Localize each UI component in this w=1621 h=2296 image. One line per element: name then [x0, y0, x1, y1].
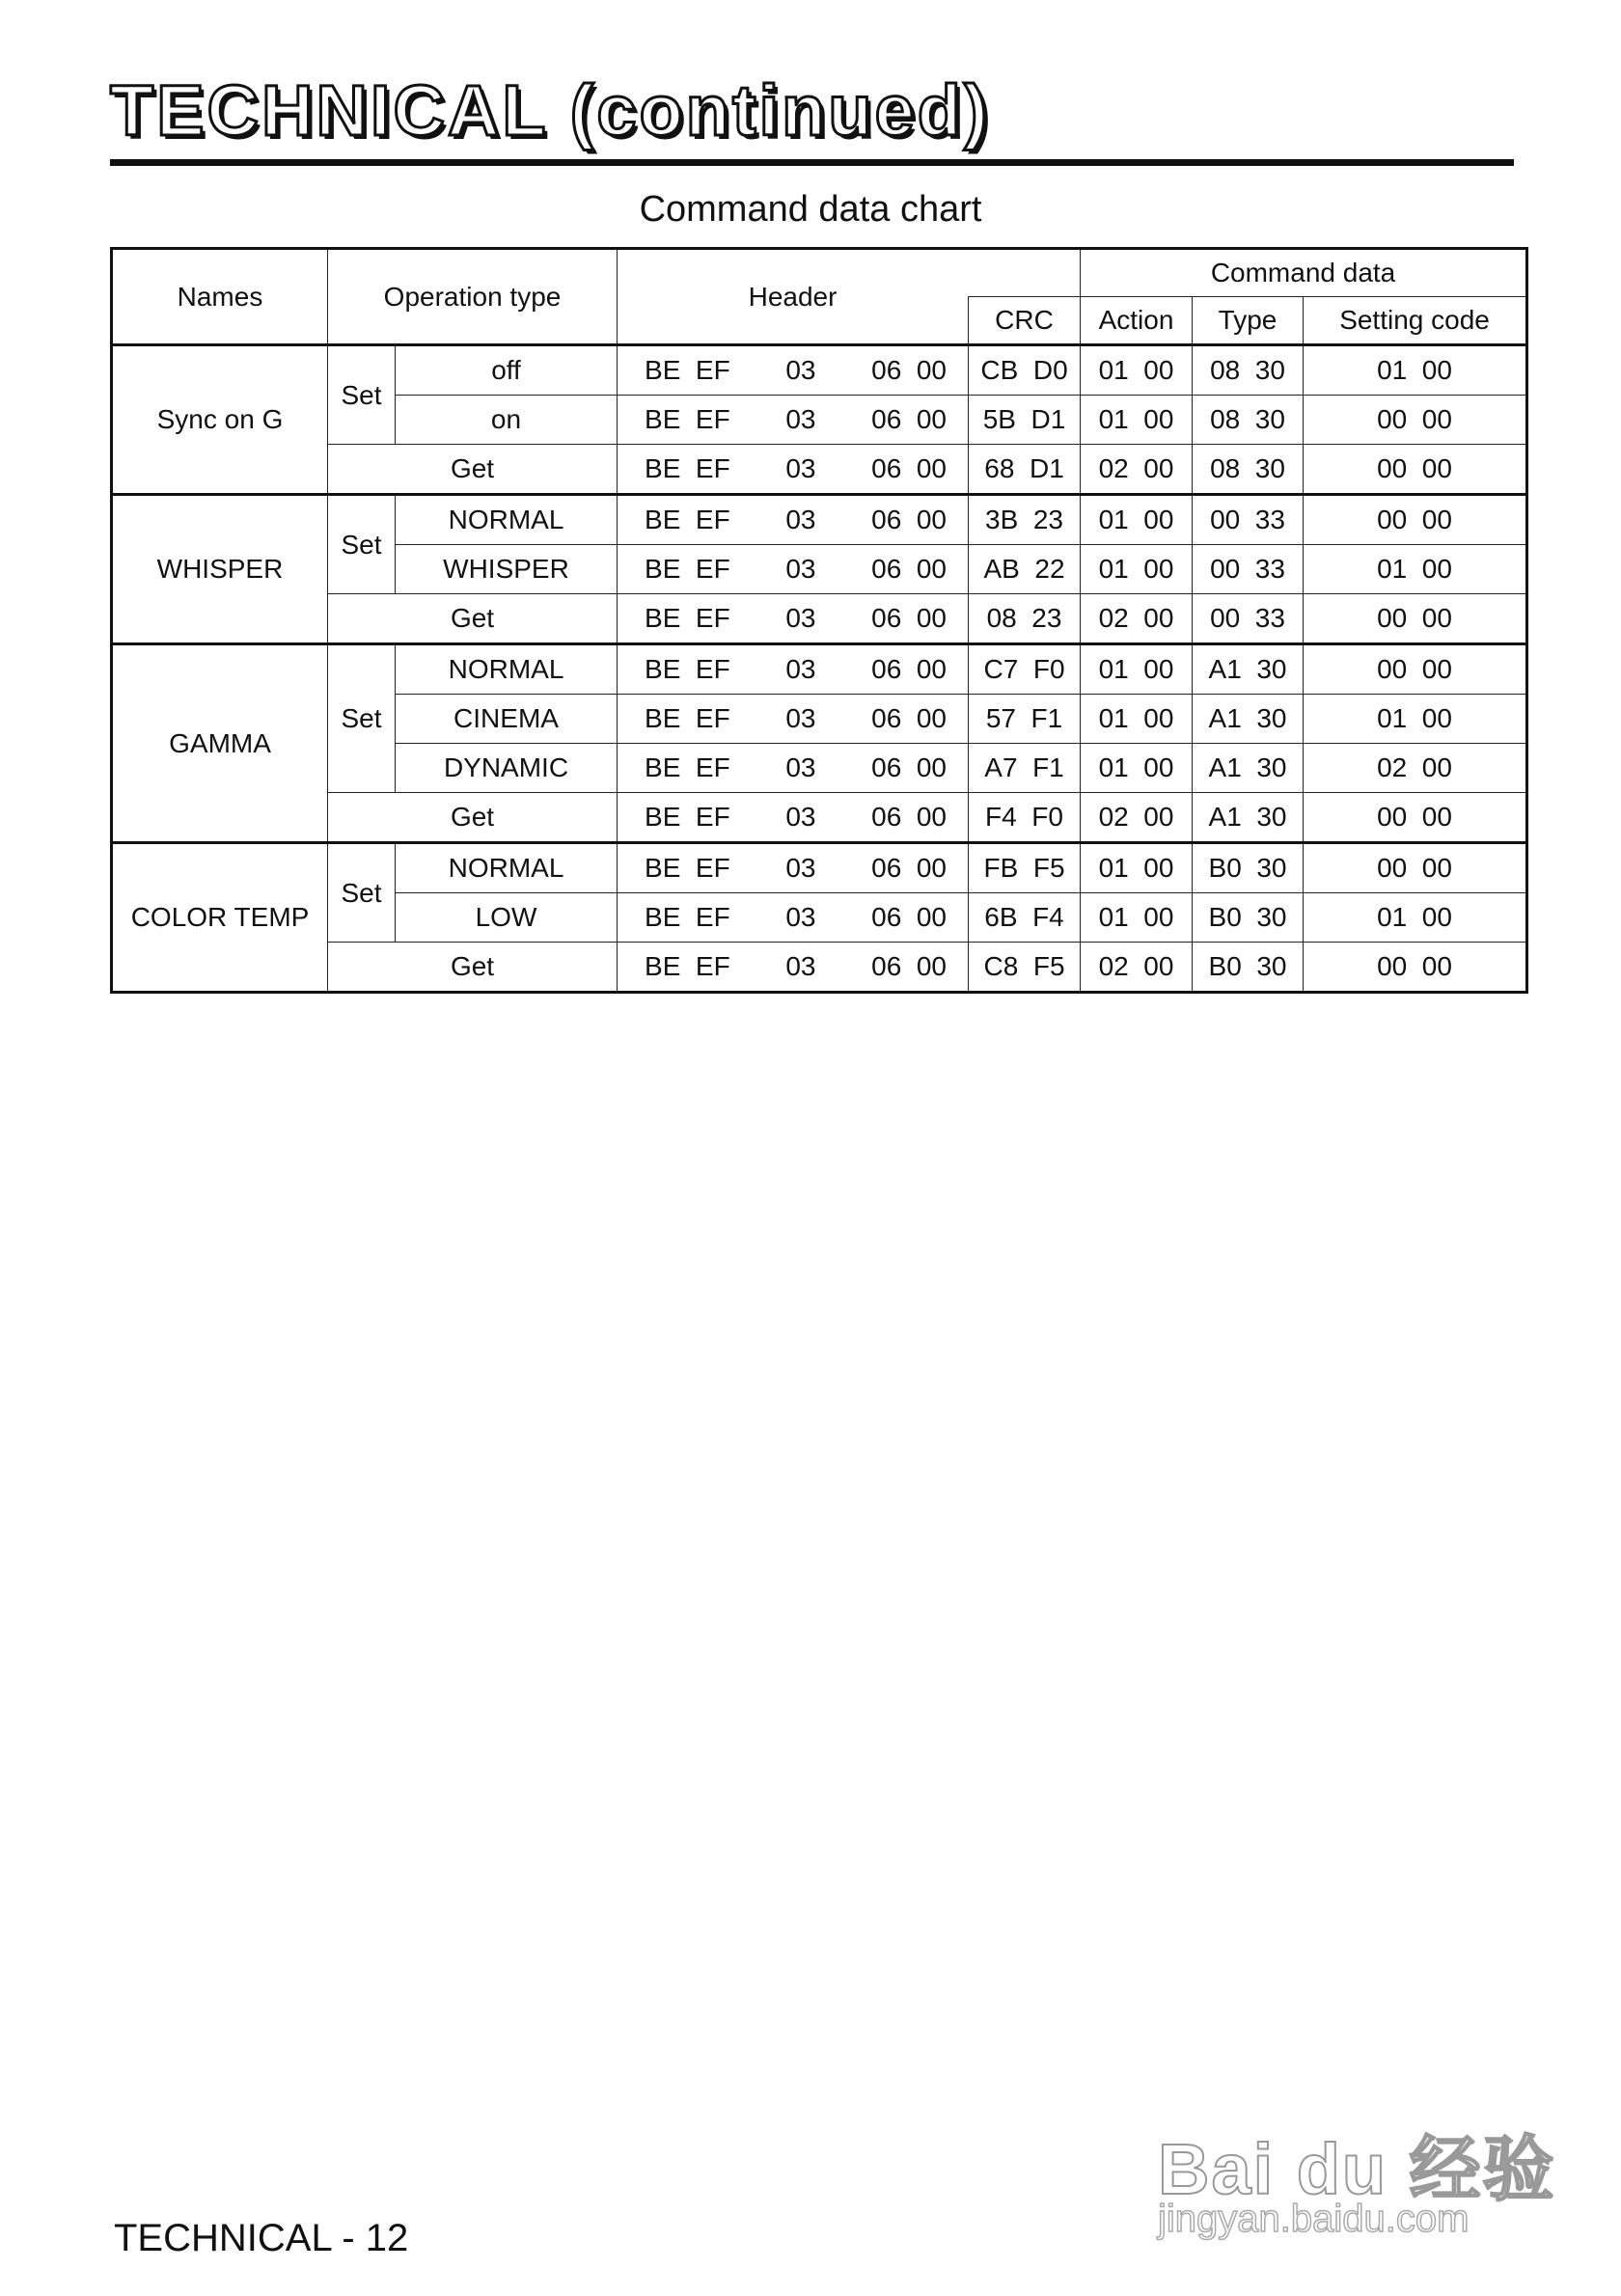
header-byte-h2: 03: [785, 505, 816, 534]
type-value: A1 30: [1193, 644, 1304, 695]
header-byte-h3: 06 00: [871, 802, 948, 832]
operation-value: LOW: [396, 893, 618, 943]
header-byte-h2: 03: [785, 902, 816, 932]
setting-code-value: 00 00: [1304, 843, 1527, 893]
crc-value: F4 F0: [969, 793, 1081, 843]
header-names: Names: [112, 249, 328, 345]
header-byte-h1: BE EF: [645, 802, 730, 832]
operation-get: Get: [328, 943, 618, 993]
header-byte-h2: 03: [785, 355, 816, 385]
type-value: A1 30: [1193, 695, 1304, 744]
action-value: 01 00: [1081, 545, 1193, 594]
type-value: B0 30: [1193, 843, 1304, 893]
header-byte-h3: 06 00: [871, 404, 948, 434]
header-byte-h3: 06 00: [871, 355, 948, 385]
operation-get: Get: [328, 594, 618, 644]
crc-value: 68 D1: [969, 445, 1081, 495]
crc-value: A7 F1: [969, 744, 1081, 793]
type-value: A1 30: [1193, 744, 1304, 793]
header-byte-h1: BE EF: [645, 554, 730, 584]
operation-value: NORMAL: [396, 644, 618, 695]
set-label: Set: [328, 843, 396, 943]
header-bytes: [618, 943, 969, 993]
set-label: Set: [328, 644, 396, 793]
crc-value: CB D0: [969, 345, 1081, 396]
header-byte-h2: 03: [785, 802, 816, 832]
header-byte-h1: BE EF: [645, 654, 730, 684]
setting-code-value: 00 00: [1304, 793, 1527, 843]
operation-value: DYNAMIC: [396, 744, 618, 793]
header-byte-h3: 06 00: [871, 752, 948, 782]
header-byte-h2: 03: [785, 853, 816, 883]
header-byte-h2: 03: [785, 951, 816, 981]
header-byte-h3: 06 00: [871, 951, 948, 981]
header-bytes: [618, 445, 969, 495]
operation-get: Get: [328, 793, 618, 843]
action-value: 02 00: [1081, 594, 1193, 644]
table-row: [112, 644, 1527, 695]
header-bytes: [618, 793, 969, 843]
header-byte-h1: BE EF: [645, 603, 730, 633]
action-value: 01 00: [1081, 396, 1193, 445]
header-byte-h3: 06 00: [871, 554, 948, 584]
setting-code-value: 00 00: [1304, 943, 1527, 993]
setting-code-value: 01 00: [1304, 893, 1527, 943]
header-bytes: [618, 545, 969, 594]
setting-code-value: 00 00: [1304, 644, 1527, 695]
setting-code-value: 01 00: [1304, 695, 1527, 744]
group-name: WHISPER: [112, 495, 328, 644]
header-setting-code: Setting code: [1304, 297, 1527, 345]
action-value: 01 00: [1081, 695, 1193, 744]
set-label: Set: [328, 495, 396, 594]
header-byte-h3: 06 00: [871, 654, 948, 684]
setting-code-value: 00 00: [1304, 495, 1527, 545]
header-byte-h1: BE EF: [645, 355, 730, 385]
setting-code-value: 01 00: [1304, 345, 1527, 396]
header-bytes: [618, 644, 969, 695]
header-bytes: [618, 345, 969, 396]
operation-value: CINEMA: [396, 695, 618, 744]
header-byte-h2: 03: [785, 752, 816, 782]
operation-get: Get: [328, 445, 618, 495]
crc-value: AB 22: [969, 545, 1081, 594]
crc-value: 57 F1: [969, 695, 1081, 744]
header-byte-h3: 06 00: [871, 902, 948, 932]
action-value: 02 00: [1081, 943, 1193, 993]
action-value: 01 00: [1081, 744, 1193, 793]
header-byte-h1: BE EF: [645, 505, 730, 534]
group-name: GAMMA: [112, 644, 328, 843]
action-value: 01 00: [1081, 495, 1193, 545]
header-byte-h3: 06 00: [871, 603, 948, 633]
crc-value: 08 23: [969, 594, 1081, 644]
table-row: [112, 495, 1527, 545]
type-value: 00 33: [1193, 495, 1304, 545]
header-type: Type: [1193, 297, 1304, 345]
type-value: 00 33: [1193, 594, 1304, 644]
page-footer: TECHNICAL - 12: [114, 2217, 409, 2259]
header-byte-h3: 06 00: [871, 453, 948, 483]
header-blank: [969, 249, 1081, 297]
action-value: 01 00: [1081, 345, 1193, 396]
header-byte-h2: 03: [785, 554, 816, 584]
header-byte-h1: BE EF: [645, 902, 730, 932]
set-label: Set: [328, 345, 396, 445]
type-value: 08 30: [1193, 345, 1304, 396]
action-value: 01 00: [1081, 644, 1193, 695]
header-bytes: [618, 594, 969, 644]
operation-value: NORMAL: [396, 843, 618, 893]
command-data-table: [110, 247, 1528, 994]
operation-value: WHISPER: [396, 545, 618, 594]
header-byte-h2: 03: [785, 654, 816, 684]
header-byte-h1: BE EF: [645, 853, 730, 883]
setting-code-value: 00 00: [1304, 445, 1527, 495]
header-byte-h1: BE EF: [645, 703, 730, 733]
watermark-brand: Bai du 经验: [1158, 2129, 1556, 2209]
setting-code-value: 00 00: [1304, 594, 1527, 644]
chart-title: Command data chart: [639, 189, 982, 230]
crc-value: C7 F0: [969, 644, 1081, 695]
header-byte-h1: BE EF: [645, 453, 730, 483]
crc-value: C8 F5: [969, 943, 1081, 993]
header-byte-h2: 03: [785, 453, 816, 483]
group-name: COLOR TEMP: [112, 843, 328, 993]
crc-value: 6B F4: [969, 893, 1081, 943]
action-value: 02 00: [1081, 793, 1193, 843]
header-action: Action: [1081, 297, 1193, 345]
header-byte-h2: 03: [785, 404, 816, 434]
type-value: A1 30: [1193, 793, 1304, 843]
type-value: 08 30: [1193, 445, 1304, 495]
operation-value: on: [396, 396, 618, 445]
header-bytes: [618, 695, 969, 744]
action-value: 01 00: [1081, 843, 1193, 893]
header-operation-type: Operation type: [328, 249, 618, 345]
action-value: 01 00: [1081, 893, 1193, 943]
page-title: TECHNICAL (continued): [110, 70, 991, 150]
type-value: B0 30: [1193, 893, 1304, 943]
header-bytes: [618, 843, 969, 893]
crc-value: FB F5: [969, 843, 1081, 893]
operation-value: NORMAL: [396, 495, 618, 545]
type-value: 08 30: [1193, 396, 1304, 445]
header-byte-h1: BE EF: [645, 404, 730, 434]
watermark-url: jingyan.baidu.com: [1158, 2198, 1470, 2240]
header-crc: CRC: [969, 297, 1081, 345]
header-byte-h2: 03: [785, 603, 816, 633]
header-byte-h2: 03: [785, 703, 816, 733]
header-byte-h1: BE EF: [645, 752, 730, 782]
header-bytes: [618, 744, 969, 793]
operation-value: off: [396, 345, 618, 396]
header-byte-h3: 06 00: [871, 853, 948, 883]
header-header: Header: [618, 249, 969, 345]
table-header-row: [112, 249, 1527, 297]
table-row: [112, 345, 1527, 396]
setting-code-value: 01 00: [1304, 545, 1527, 594]
header-bytes: [618, 495, 969, 545]
header-command-data: Command data: [1081, 249, 1527, 297]
crc-value: 3B 23: [969, 495, 1081, 545]
header-byte-h1: BE EF: [645, 951, 730, 981]
header-bytes: [618, 893, 969, 943]
header-bytes: [618, 396, 969, 445]
header-byte-h3: 06 00: [871, 703, 948, 733]
crc-value: 5B D1: [969, 396, 1081, 445]
setting-code-value: 02 00: [1304, 744, 1527, 793]
type-value: 00 33: [1193, 545, 1304, 594]
table-row: [112, 843, 1527, 893]
setting-code-value: 00 00: [1304, 396, 1527, 445]
action-value: 02 00: [1081, 445, 1193, 495]
title-rule: [110, 159, 1514, 166]
header-byte-h3: 06 00: [871, 505, 948, 534]
group-name: Sync on G: [112, 345, 328, 495]
type-value: B0 30: [1193, 943, 1304, 993]
